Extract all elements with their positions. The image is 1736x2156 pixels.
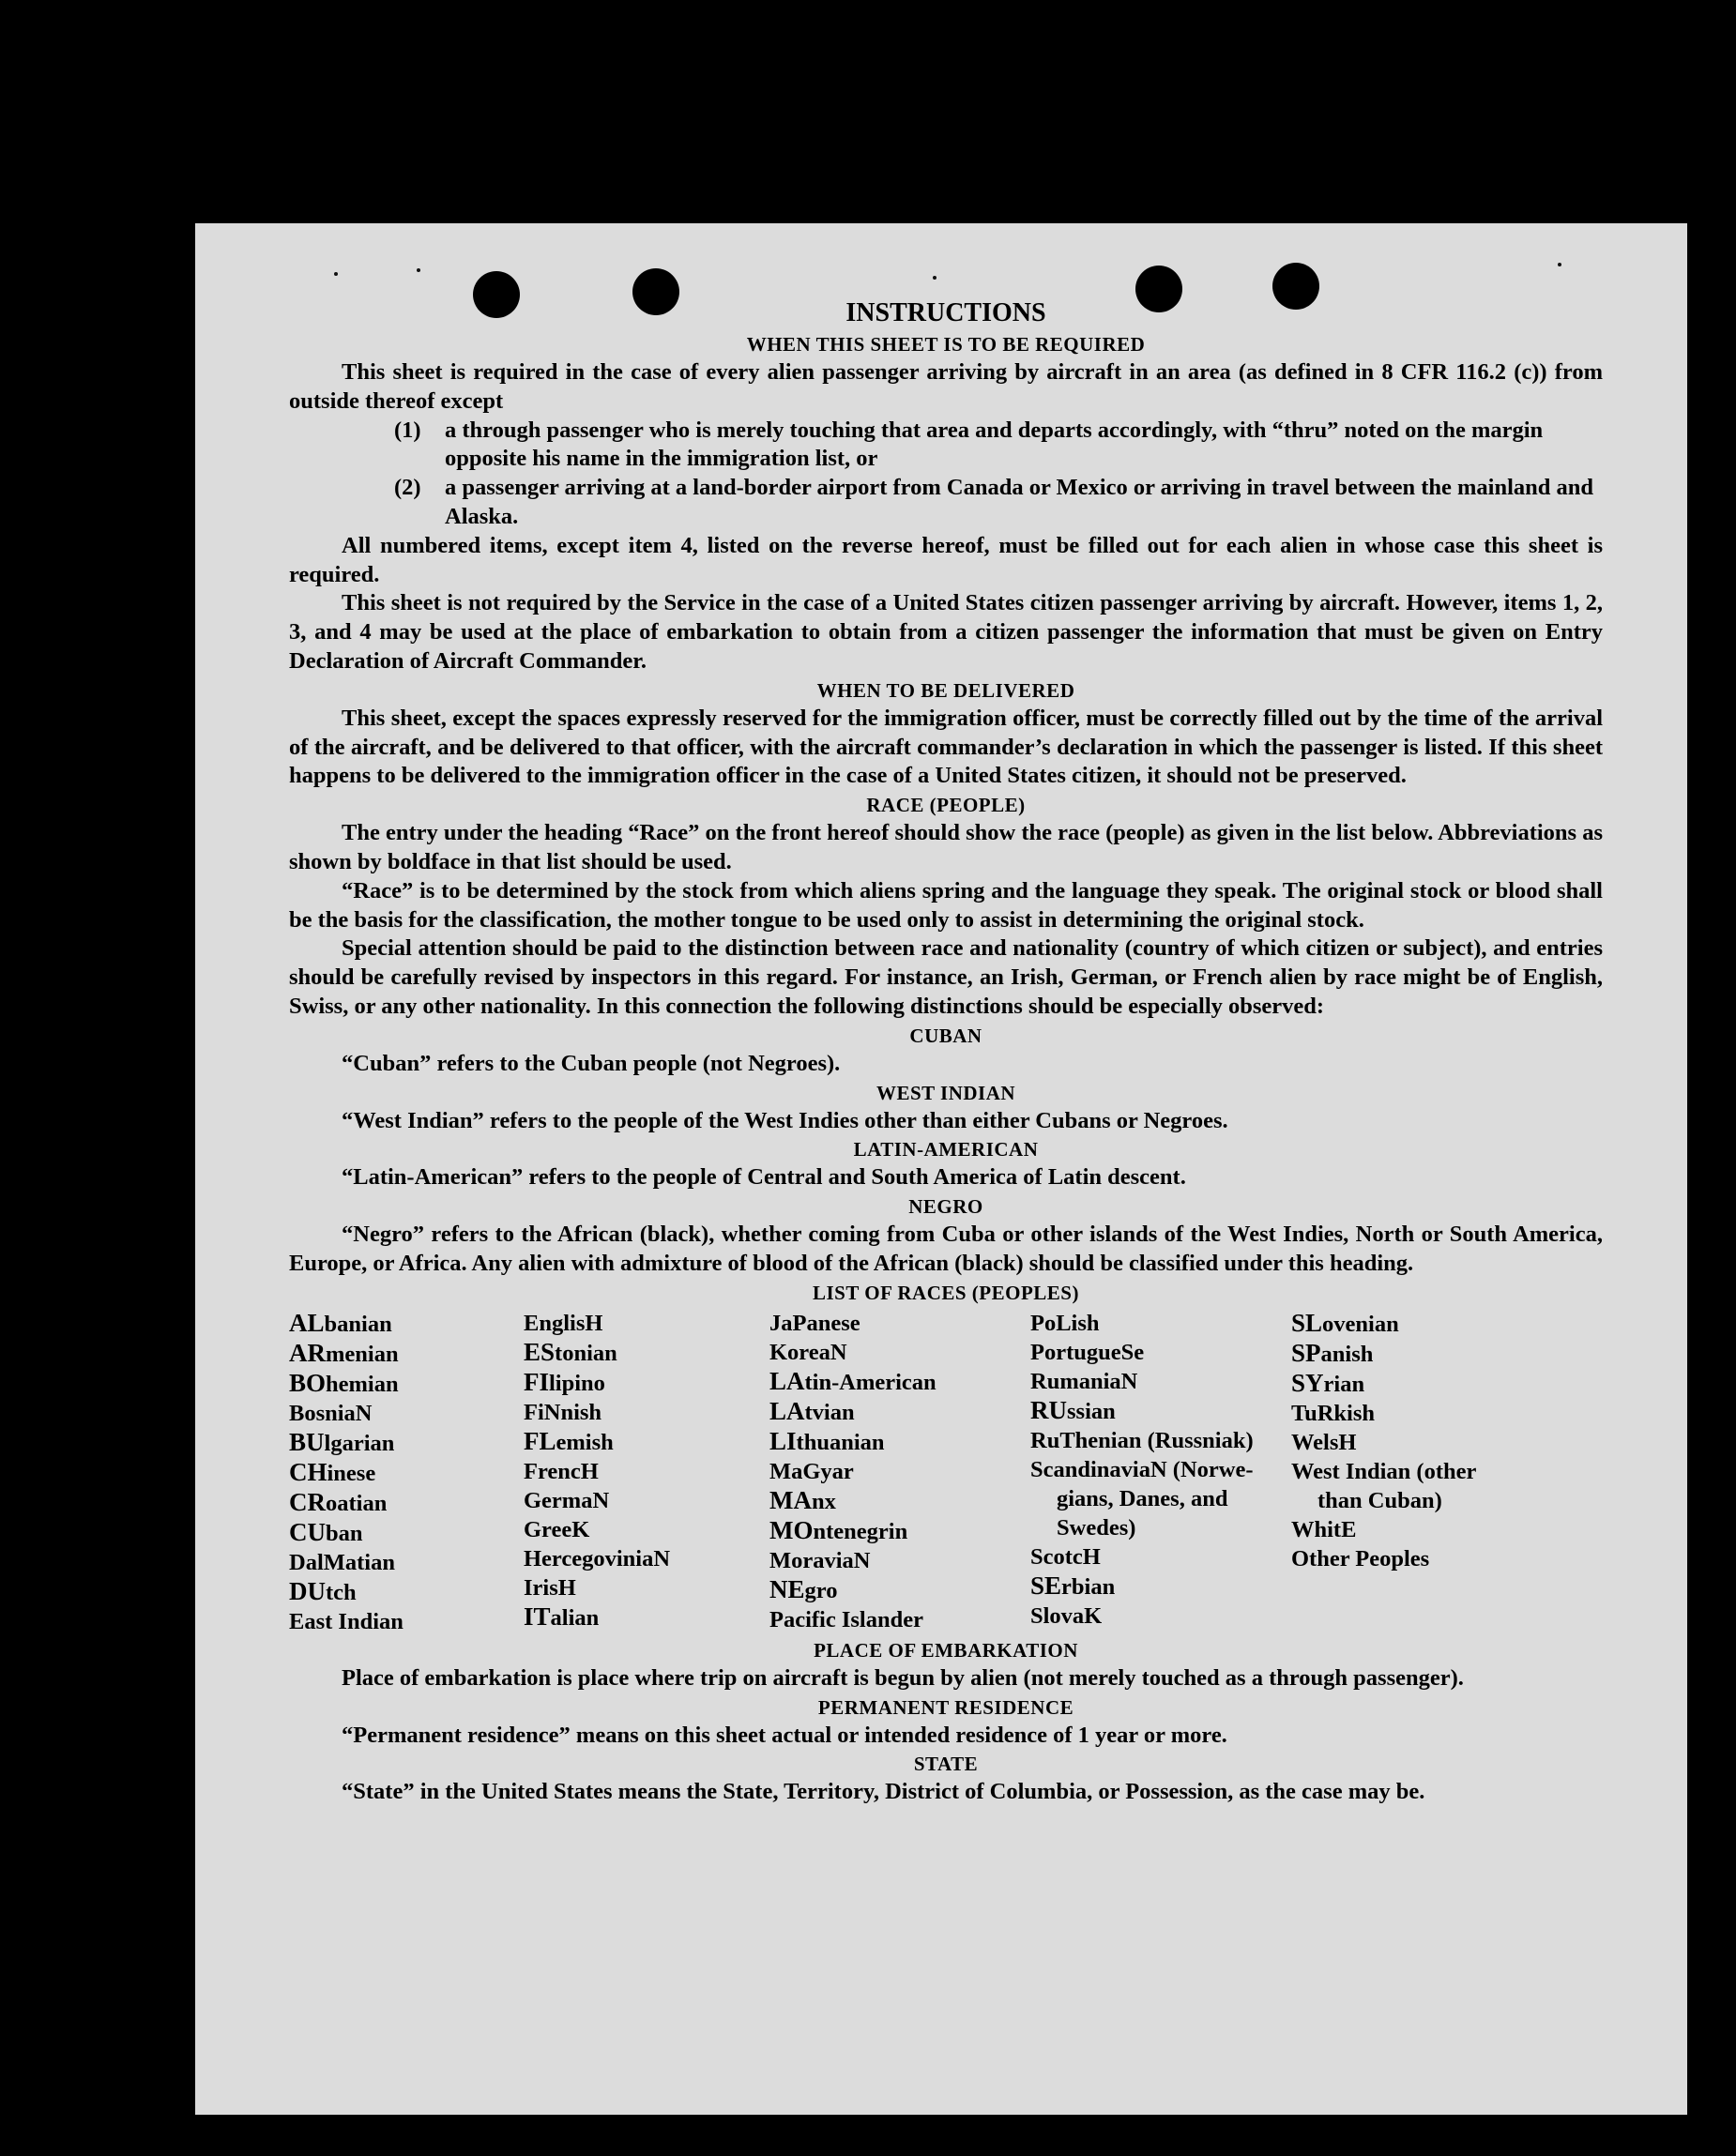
- race-entry: [289, 1607, 524, 1636]
- section-heading: STATE: [913, 1753, 979, 1776]
- instructions-content: [289, 298, 1603, 1807]
- paragraph: This sheet is not required by the Service in the case of a United States citizen passenger arriving by aircraft. However, items 1, 2, 3, and 4 may be used at the place of embarkation to obtain from a citizen passenger the information that must be given on Entry Declaration of Aircraft Commander.: [289, 590, 1603, 674]
- race-name: ntenegrin: [813, 1518, 908, 1544]
- race-entry: [1030, 1309, 1291, 1338]
- race-list: [289, 1309, 1603, 1636]
- race-name: rbian: [1061, 1573, 1116, 1600]
- race-name: WelsH: [1291, 1429, 1357, 1455]
- race-name: MoraviaN: [769, 1547, 871, 1573]
- race-name: nx: [811, 1488, 836, 1514]
- race-entry: [1030, 1542, 1291, 1571]
- dust-speck: [417, 268, 420, 272]
- race-name: ovenian: [1322, 1311, 1399, 1337]
- race-entry: [289, 1399, 524, 1428]
- paragraph: This sheet, except the spaces expressly reserved for the immigration officer, must be correctly filled out by the time of the arrival of the aircraft, and be delivered to that officer, with the aircraft commander’s declaration in which the passenger is listed. If this sheet happens to be delivered to the immigration officer in the case of a United States citizen, it should not be preserved.: [289, 705, 1603, 789]
- race-name: MaGyar: [769, 1458, 854, 1484]
- race-entry: [1030, 1513, 1291, 1542]
- race-entry: [769, 1397, 1030, 1427]
- dust-speck: [933, 276, 937, 280]
- race-abbreviation: CU: [289, 1517, 326, 1546]
- race-name: oatian: [326, 1490, 388, 1516]
- race-column: [769, 1309, 1030, 1636]
- item-number: (2): [394, 475, 421, 501]
- race-entry: [524, 1309, 769, 1338]
- race-name: EnglisH: [524, 1310, 603, 1336]
- race-name: BosniaN: [289, 1400, 373, 1426]
- race-abbreviation: SP: [1291, 1338, 1321, 1367]
- section-heading: LIST OF RACES (PEOPLES): [813, 1281, 1079, 1304]
- race-abbreviation: FI: [524, 1367, 549, 1396]
- race-entry: [524, 1398, 769, 1427]
- race-entry: [769, 1427, 1030, 1457]
- race-name: hemian: [326, 1371, 399, 1397]
- race-abbreviation: LA: [769, 1366, 805, 1395]
- race-entry: [1030, 1455, 1291, 1484]
- race-name: alian: [550, 1604, 600, 1631]
- race-abbreviation: IT: [524, 1602, 551, 1631]
- race-name: FiNnish: [524, 1399, 602, 1425]
- paragraph: “Permanent residence” means on this sheet actual or intended residence of 1 year or more.: [342, 1722, 1227, 1748]
- race-abbreviation: CH: [289, 1457, 327, 1486]
- race-entry: [769, 1516, 1030, 1546]
- race-name: tch: [326, 1579, 357, 1605]
- race-abbreviation: SY: [1291, 1368, 1324, 1397]
- race-entry: [289, 1577, 524, 1607]
- race-abbreviation: ES: [524, 1337, 556, 1366]
- race-entry: [1291, 1339, 1516, 1369]
- race-name: ban: [326, 1520, 363, 1546]
- race-column: [524, 1309, 769, 1636]
- item-text: a passenger arriving at a land-border airport from Canada or Mexico or arriving in travel between the mainland and Alaska.: [445, 475, 1594, 529]
- race-abbreviation: DU: [289, 1576, 326, 1605]
- race-entry: [1030, 1571, 1291, 1602]
- race-name: lipino: [549, 1370, 605, 1396]
- race-name: DalMatian: [289, 1549, 395, 1575]
- section-heading: PERMANENT RESIDENCE: [817, 1695, 1074, 1719]
- race-entry: [1291, 1544, 1516, 1573]
- section-heading: CUBAN: [909, 1024, 982, 1047]
- race-name: PortugueSe: [1030, 1339, 1145, 1365]
- race-name: FrencH: [524, 1458, 599, 1484]
- race-name: tonian: [555, 1340, 617, 1366]
- race-name: inese: [327, 1460, 376, 1486]
- race-name: WhitE: [1291, 1516, 1357, 1542]
- race-name: Swedes): [1057, 1514, 1136, 1541]
- race-name: PoLish: [1030, 1310, 1100, 1336]
- race-entry: [769, 1338, 1030, 1367]
- paragraph: “State” in the United States means the State, Territory, District of Columbia, or Possession, as the case may be.: [342, 1779, 1425, 1805]
- paragraph: All numbered items, except item 4, listed on the reverse hereof, must be filled out for each alien in whose case this sheet is required.: [289, 532, 1603, 587]
- item-number: (1): [394, 417, 421, 443]
- race-entry: [1291, 1399, 1516, 1428]
- race-entry: [524, 1515, 769, 1544]
- race-abbreviation: FL: [524, 1426, 556, 1455]
- paragraph: Special attention should be paid to the distinction between race and nationality (country of which citizen or subject), and entries should be carefully revised by inspectors in this regard. For instance, an Irish, German, or French alien by race might be of English, Swiss, or any other nationality. In this connection the following distinctions should be especially observed:: [289, 935, 1603, 1019]
- race-name: lgarian: [324, 1430, 395, 1456]
- race-entry: [1291, 1428, 1516, 1457]
- race-name: thuanian: [796, 1429, 885, 1455]
- paragraph: This sheet is required in the case of every alien passenger arriving by aircraft in an area (as defined in 8 CFR 116.2 (c)) from outside thereof except: [289, 359, 1603, 414]
- dust-speck: [1558, 263, 1561, 266]
- race-entry: [1291, 1515, 1516, 1544]
- race-abbreviation: NE: [769, 1574, 805, 1603]
- race-entry: [1291, 1309, 1516, 1339]
- race-name: TuRkish: [1291, 1400, 1376, 1426]
- race-name: HercegoviniaN: [524, 1545, 671, 1571]
- race-entry: [1291, 1486, 1516, 1515]
- race-name: GreeK: [524, 1516, 590, 1542]
- paragraph: Place of embarkation is place where trip on aircraft is begun by alien (not merely touched as a through passenger).: [342, 1664, 1464, 1691]
- race-name: tvian: [804, 1399, 855, 1425]
- race-name: Other Peoples: [1291, 1545, 1430, 1571]
- race-abbreviation: RU: [1030, 1395, 1067, 1424]
- race-entry: [769, 1309, 1030, 1338]
- race-entry: [289, 1309, 524, 1339]
- race-name: KoreaN: [769, 1339, 847, 1365]
- race-entry: [524, 1573, 769, 1602]
- section-heading: WHEN THIS SHEET IS TO BE REQUIRED: [746, 333, 1146, 356]
- race-name: gro: [804, 1577, 838, 1603]
- race-column: [289, 1309, 524, 1636]
- race-abbreviation: SE: [1030, 1571, 1062, 1600]
- race-name: banian: [324, 1311, 392, 1337]
- item-text: a through passenger who is merely touching that area and departs accordingly, with “thru” noted on the margin opposite his name in the immigration list, or: [445, 417, 1544, 472]
- section-heading: RACE (PEOPLE): [866, 794, 1026, 817]
- paragraph: “Cuban” refers to the Cuban people (not Negroes).: [342, 1050, 841, 1076]
- race-abbreviation: BU: [289, 1427, 325, 1456]
- race-name: than Cuban): [1317, 1487, 1442, 1513]
- race-entry: [769, 1546, 1030, 1575]
- race-name: menian: [326, 1341, 399, 1367]
- race-entry: [1030, 1338, 1291, 1367]
- paragraph: “Race” is to be determined by the stock from which aliens spring and the language they speak. The original stock or blood shall be the basis for the classification, the mother tongue to be used only to assist in determining the original stock.: [289, 877, 1603, 933]
- document-sheet: [195, 223, 1687, 2115]
- race-name: anish: [1320, 1341, 1374, 1367]
- race-entry: [289, 1548, 524, 1577]
- race-column: [1030, 1309, 1291, 1636]
- race-abbreviation: LI: [769, 1426, 797, 1455]
- race-name: gians, Danes, and: [1057, 1485, 1228, 1511]
- race-name: RuThenian (Russniak): [1030, 1427, 1254, 1453]
- race-abbreviation: AR: [289, 1338, 326, 1367]
- race-entry: [769, 1605, 1030, 1634]
- race-entry: [769, 1367, 1030, 1397]
- race-name: Pacific Islander: [769, 1606, 923, 1632]
- race-entry: [1030, 1484, 1291, 1513]
- race-entry: [289, 1339, 524, 1369]
- race-abbreviation: MO: [769, 1515, 814, 1544]
- race-name: rian: [1323, 1371, 1365, 1397]
- race-entry: [524, 1368, 769, 1398]
- race-entry: [769, 1486, 1030, 1516]
- race-name: ScotcH: [1030, 1543, 1101, 1570]
- race-entry: [289, 1458, 524, 1488]
- race-abbreviation: CR: [289, 1487, 326, 1516]
- race-entry: [289, 1518, 524, 1548]
- race-name: IrisH: [524, 1574, 576, 1601]
- paragraph: The entry under the heading “Race” on the front hereof should show the race (people) as given in the list below. Abbreviations as shown by boldface in that list should be used.: [289, 820, 1603, 874]
- paragraph: “Latin-American” refers to the people of Central and South America of Latin descent.: [342, 1164, 1186, 1191]
- dust-speck: [334, 272, 338, 276]
- race-entry: [524, 1338, 769, 1368]
- race-entry: [1030, 1426, 1291, 1455]
- race-abbreviation: MA: [769, 1485, 812, 1514]
- race-entry: [769, 1457, 1030, 1486]
- paragraph: “Negro” refers to the African (black), whether coming from Cuba or other islands of the West Indies, North or South America, Europe, or Africa. Any alien with admixture of blood of the African (black) should be classified under this heading.: [289, 1222, 1603, 1276]
- race-name: SlovaK: [1030, 1602, 1103, 1629]
- race-name: emish: [556, 1429, 614, 1455]
- race-name: JaPanese: [769, 1310, 860, 1336]
- race-entry: [524, 1457, 769, 1486]
- race-abbreviation: AL: [289, 1308, 325, 1337]
- race-entry: [1030, 1367, 1291, 1396]
- race-entry: [524, 1602, 769, 1632]
- race-name: GermaN: [524, 1487, 610, 1513]
- exception-item: [289, 417, 1603, 475]
- race-entry: [1291, 1369, 1516, 1399]
- race-name: tin-American: [804, 1369, 937, 1395]
- race-entry: [524, 1427, 769, 1457]
- race-abbreviation: BO: [289, 1368, 327, 1397]
- race-entry: [1030, 1602, 1291, 1631]
- section-heading: PLACE OF EMBARKATION: [814, 1638, 1078, 1662]
- paragraph: “West Indian” refers to the people of the West Indies other than either Cubans or Negroes.: [342, 1107, 1228, 1133]
- race-entry: [524, 1486, 769, 1515]
- section-heading: WHEN TO BE DELIVERED: [816, 678, 1075, 702]
- main-heading: INSTRUCTIONS: [845, 298, 1046, 327]
- race-name: West Indian (other: [1291, 1458, 1477, 1484]
- section-heading: WEST INDIAN: [876, 1081, 1016, 1104]
- race-abbreviation: LA: [769, 1396, 805, 1425]
- exception-item: [289, 474, 1603, 532]
- race-entry: [769, 1575, 1030, 1605]
- race-name: ssian: [1067, 1398, 1116, 1424]
- race-column: [1291, 1309, 1516, 1636]
- race-entry: [524, 1544, 769, 1573]
- race-abbreviation: SL: [1291, 1308, 1323, 1337]
- race-entry: [289, 1369, 524, 1399]
- race-name: East Indian: [289, 1608, 404, 1634]
- section-heading: NEGRO: [908, 1195, 983, 1219]
- section-heading: LATIN-AMERICAN: [853, 1138, 1039, 1162]
- race-name: RumaniaN: [1030, 1368, 1138, 1394]
- race-entry: [289, 1428, 524, 1458]
- race-entry: [289, 1488, 524, 1518]
- race-name: ScandinaviaN (Norwe-: [1030, 1456, 1254, 1482]
- race-entry: [1291, 1457, 1516, 1486]
- race-entry: [1030, 1396, 1291, 1426]
